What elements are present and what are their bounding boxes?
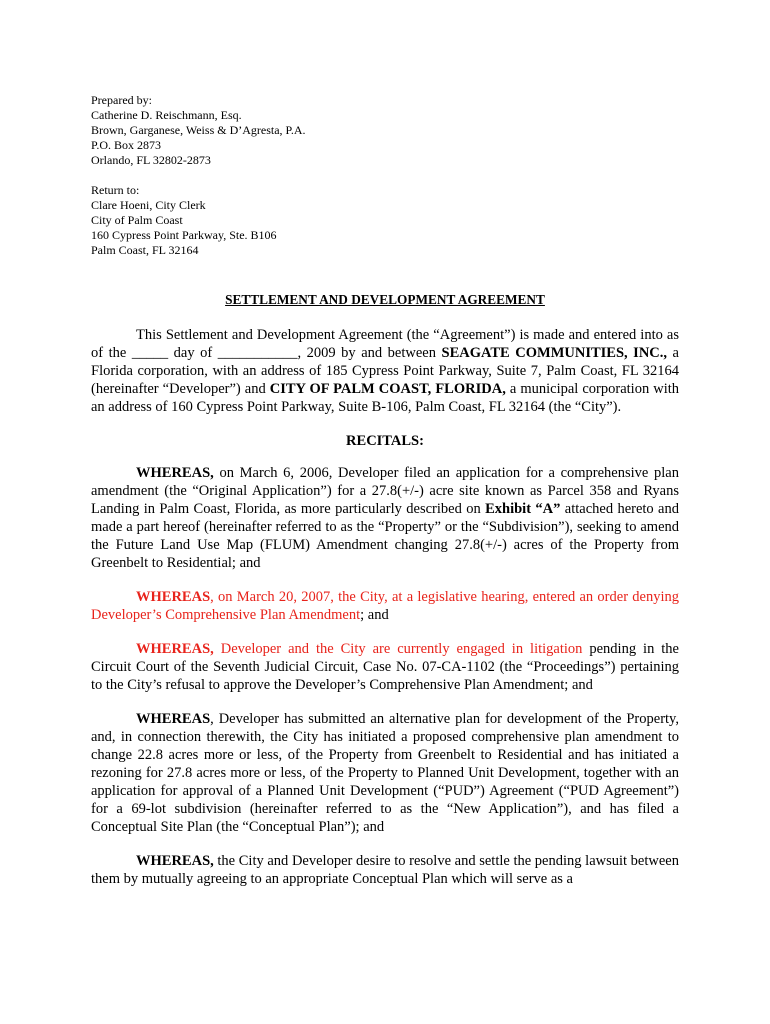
preparer-po-box: P.O. Box 2873 [91, 138, 162, 152]
exhibit-reference: Exhibit “A” [485, 501, 561, 517]
return-to-city: Palm Coast, FL 32164 [91, 243, 199, 257]
whereas-lead: WHEREAS, [136, 465, 214, 481]
preparer-name: Catherine D. Reischmann, Esq. [91, 108, 242, 122]
whereas-3-highlighted-text: Developer and the City are currently engaged in litigation [213, 641, 583, 657]
preparer-firm: Brown, Garganese, Weiss & D’Agresta, P.A. [91, 123, 306, 137]
whereas-4-text: , Developer has submitted an alternative plan for development of the Property, and, in connection therewith, the City has initiated a proposed comprehensive plan amendment to change 22.8 acres more or less, of the Property from Greenbelt to Residential and has initiated a rezoning for 27.8 acres more or less, of the Property to Planned Unit Development, together with an application for approval of a Planned Unit Development (“PUD”) Agreement (“PUD Agreement”) for a 69-lot subdivision (hereinafter referred to as the “New Application”), and has filed a Conceptual Site Plan (the “Conceptual Plan”); and [91, 711, 679, 835]
intro-text-3: a municipal corporation with an address of 160 Cypress Point Parkway, Suite B-106, Palm Coast, FL 32164 (the “City”). [91, 381, 680, 415]
return-to-address: 160 Cypress Point Parkway, Ste. B106 [91, 228, 277, 242]
recitals-heading: RECITALS: [346, 433, 424, 449]
prepared-by-heading: Prepared by: [91, 93, 152, 107]
city-name: CITY OF PALM COAST, FLORIDA, [269, 381, 506, 397]
return-to-name: Clare Hoeni, City Clerk [91, 198, 206, 212]
whereas-lead: WHEREAS [136, 589, 211, 605]
return-to-org: City of Palm Coast [91, 213, 183, 227]
prepared-by-block [91, 93, 679, 168]
whereas-paragraph-5 [91, 852, 679, 888]
return-to-block [91, 183, 679, 258]
whereas-5-text: the City and Developer desire to resolve and settle the pending lawsuit between them by mutually agreeing to an appropriate Conceptual Plan which will serve as a [91, 853, 679, 887]
whereas-paragraph-1 [91, 464, 679, 572]
whereas-lead: WHEREAS, [136, 853, 214, 869]
document-title: SETTLEMENT AND DEVELOPMENT AGREEMENT [225, 292, 545, 307]
whereas-3-tail: pending in the Circuit Court of the Seventh Judicial Circuit, Case No. 07-CA-1102 (the “Proceedings”) pertaining to the City’s refusal to approve the Developer’s Comprehensive Plan Amendment; and [91, 641, 679, 693]
whereas-paragraph-3 [91, 640, 679, 694]
whereas-paragraph-4 [91, 710, 679, 836]
intro-text-2: a Florida corporation, with an address of 185 Cypress Point Parkway, Suite 7, Palm Coast, FL 32164 (hereinafter “Developer”) and [91, 345, 679, 397]
return-to-heading: Return to: [91, 183, 140, 197]
document-page [91, 93, 679, 888]
whereas-lead: WHEREAS, [136, 641, 214, 657]
whereas-1-text-2: attached hereto and made a part hereof (hereinafter referred to as the “Property” or the “Subdivision”), seeking to amend the Future Land Use Map (FLUM) Amendment changing 27.8(+/-) acres of the Property from Greenbelt to Residential; and [91, 501, 679, 571]
whereas-1-text-1: on March 6, 2006, Developer filed an application for a comprehensive plan amendment (the “Original Application”) for a 27.8(+/-) acre site known as Parcel 358 and Ryans Landing in Palm Coast, Florida, as more particularly described on [91, 465, 679, 517]
intro-text-1: This Settlement and Development Agreement (the “Agreement”) is made and entered into as of the _____ day of ___________, 2009 by and between [91, 327, 679, 361]
preparer-city: Orlando, FL 32802-2873 [91, 153, 211, 167]
whereas-paragraph-2 [91, 588, 679, 624]
developer-name: SEAGATE COMMUNITIES, INC., [441, 345, 668, 361]
intro-paragraph [91, 326, 679, 416]
whereas-2-tail: ; and [360, 607, 389, 623]
whereas-2-highlighted-text: , on March 20, 2007, the City, at a legislative hearing, entered an order denying Developer’s Comprehensive Plan Amendment [91, 589, 679, 623]
whereas-lead: WHEREAS [136, 711, 211, 727]
